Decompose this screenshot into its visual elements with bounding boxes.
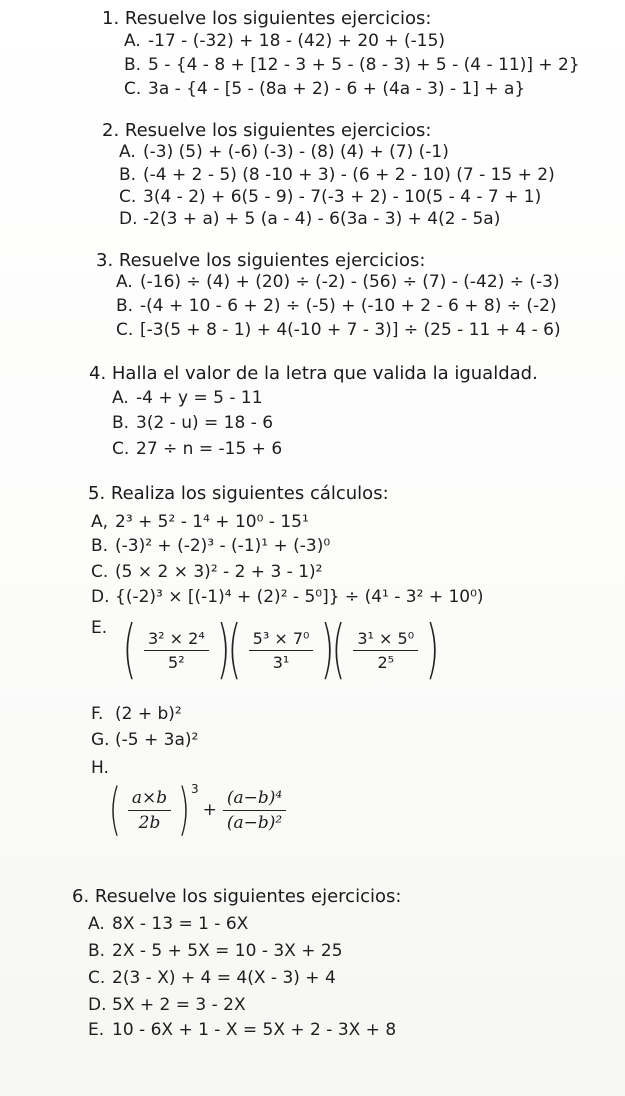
item-letter: A.	[88, 914, 105, 934]
fraction	[128, 788, 171, 833]
fraction	[249, 629, 314, 672]
item-expression: (-5 + 3a)²	[115, 730, 199, 750]
section-4-item-c	[112, 439, 282, 459]
item-letter: D.	[88, 995, 107, 1015]
item-letter: A.	[119, 142, 136, 162]
fraction	[144, 629, 209, 672]
section-2-item-b	[119, 165, 555, 185]
section-5-item-c	[91, 562, 322, 582]
item-letter: C.	[119, 187, 137, 207]
section-6-item-a	[88, 914, 248, 934]
item-letter: C.	[112, 439, 130, 459]
section-5-item-g	[91, 730, 198, 750]
fraction-numerator: 3¹ × 5⁰	[353, 629, 418, 651]
fraction-numerator: (a−b)⁴	[223, 788, 286, 811]
section-5-item-h-label	[91, 758, 115, 778]
section-2-item-a	[119, 142, 449, 162]
item-expression: 2³ + 5² - 1⁴ + 10⁰ - 15¹	[115, 512, 309, 532]
right-paren: )	[321, 613, 335, 687]
section-1-heading: 1. Resuelve los siguientes ejercicios:	[102, 8, 432, 29]
item-letter: B.	[112, 413, 130, 433]
item-letter: E.	[91, 618, 108, 638]
section-5-item-a	[91, 512, 309, 532]
fraction-numerator: a×b	[128, 788, 171, 811]
section-5-item-e-label	[91, 618, 115, 638]
item-letter: B.	[88, 941, 106, 961]
fraction-exponent: 3	[190, 782, 199, 796]
left-paren: (	[108, 777, 121, 842]
item-expression: -17 - (-32) + 18 - (42) + 20 + (-15)	[148, 31, 446, 51]
section-5-item-e-expression	[117, 613, 445, 687]
fraction-denominator: 3¹	[272, 652, 290, 672]
section-4-item-a	[112, 388, 263, 408]
item-letter: A,	[91, 512, 109, 532]
section-6-item-e	[88, 1020, 396, 1040]
item-letter: D.	[119, 209, 138, 229]
section-5-item-h-expression	[104, 777, 288, 842]
section-1-item-b	[124, 55, 580, 75]
item-expression: (-4 + 2 - 5) (8 -10 + 3) - (6 + 2 - 10) (7 - 15 + 2)	[143, 165, 555, 185]
section-5-item-b	[91, 536, 330, 556]
item-letter: C.	[124, 79, 142, 99]
item-letter: A.	[116, 272, 133, 292]
item-expression: (-3)² + (-2)³ - (-1)¹ + (-3)⁰	[115, 536, 331, 556]
section-5-item-d	[91, 587, 484, 607]
item-letter: H.	[91, 758, 109, 778]
section-6-item-c	[88, 968, 336, 988]
section-2-item-d	[119, 209, 500, 229]
item-expression: (-16) ÷ (4) + (20) ÷ (-2) - (56) ÷ (7) - (-42) ÷ (-3)	[140, 272, 560, 292]
fraction-denominator: 2b	[138, 812, 161, 833]
section-1-item-c	[124, 79, 525, 99]
item-expression: -(4 + 10 - 6 + 2) ÷ (-5) + (-10 + 2 - 6 + 8) ÷ (-2)	[140, 296, 557, 316]
right-paren: )	[425, 613, 440, 687]
fraction-denominator: 2⁵	[377, 652, 395, 672]
section-5-heading: 5. Realiza los siguientes cálculos:	[88, 483, 389, 504]
section-2-item-c	[119, 187, 541, 207]
item-letter: A.	[112, 388, 129, 408]
item-expression: 10 - 6X + 1 - X = 5X + 2 - 3X + 8	[112, 1020, 397, 1040]
item-letter: B.	[119, 165, 137, 185]
item-expression: {(-2)³ × [(-1)⁴ + (2)² - 5⁰]} ÷ (4¹ - 3² + 10⁰)	[115, 587, 484, 607]
item-expression: 5X + 2 = 3 - 2X	[112, 995, 246, 1015]
fraction	[353, 629, 418, 672]
section-5-item-f	[91, 704, 182, 724]
item-letter: B.	[91, 536, 109, 556]
section-6-item-b	[88, 941, 343, 961]
fraction	[223, 788, 286, 833]
item-expression: [-3(5 + 8 - 1) + 4(-10 + 7 - 3)] ÷ (25 - 11 + 4 - 6)	[140, 320, 561, 340]
left-paren: (	[332, 613, 346, 687]
item-letter: C.	[88, 968, 106, 988]
item-expression: 5 - {4 - 8 + [12 - 3 + 5 - (8 - 3) + 5 - (4 - 11)] + 2}	[148, 55, 580, 75]
item-expression: (5 × 2 × 3)² - 2 + 3 - 1)²	[115, 562, 323, 582]
left-paren: (	[227, 613, 242, 687]
item-expression: 2(3 - X) + 4 = 4(X - 3) + 4	[112, 968, 336, 988]
section-4-heading: 4. Halla el valor de la letra que valida la igualdad.	[89, 363, 538, 384]
section-2-heading: 2. Resuelve los siguientes ejercicios:	[102, 120, 432, 141]
item-expression: 3(2 - u) = 18 - 6	[136, 413, 274, 433]
item-expression: (-3) (5) + (-6) (-3) - (8) (4) + (7) (-1)	[143, 142, 449, 162]
section-1-item-a	[124, 31, 445, 51]
item-expression: 27 ÷ n = -15 + 6	[136, 439, 283, 459]
item-expression: 3a - {4 - [5 - (8a + 2) - 6 + (4a - 3) - 1] + a}	[148, 79, 526, 99]
plus-sign: +	[202, 800, 217, 820]
section-3-item-a	[116, 272, 560, 292]
item-expression: 8X - 13 = 1 - 6X	[112, 914, 249, 934]
item-letter: C.	[116, 320, 134, 340]
item-letter: B.	[116, 296, 134, 316]
item-letter: B.	[124, 55, 142, 75]
item-letter: G.	[91, 730, 110, 750]
fraction-numerator: 5³ × 7⁰	[249, 629, 314, 651]
item-letter: D.	[91, 587, 110, 607]
item-expression: (2 + b)²	[115, 704, 182, 724]
item-expression: -4 + y = 5 - 11	[136, 388, 263, 408]
section-4-item-b	[112, 413, 273, 433]
item-letter: F.	[91, 704, 104, 724]
right-paren: )	[178, 777, 191, 842]
item-expression: 2X - 5 + 5X = 10 - 3X + 25	[112, 941, 343, 961]
section-6-item-d	[88, 995, 246, 1015]
item-letter: A.	[124, 31, 141, 51]
fraction-numerator: 3² × 2⁴	[144, 629, 209, 651]
section-3-heading: 3. Resuelve los siguientes ejercicios:	[96, 250, 426, 271]
item-expression: 3(4 - 2) + 6(5 - 9) - 7(-3 + 2) - 10(5 - 4 - 7 + 1)	[143, 187, 542, 207]
item-letter: E.	[88, 1020, 105, 1040]
section-6-heading: 6. Resuelve los siguientes ejercicios:	[72, 886, 402, 907]
fraction-denominator: (a−b)²	[226, 812, 283, 833]
fraction-denominator: 5²	[168, 652, 185, 672]
left-paren: (	[122, 613, 137, 687]
section-3-item-c	[116, 320, 561, 340]
item-letter: C.	[91, 562, 109, 582]
right-paren: )	[216, 613, 231, 687]
item-expression: -2(3 + a) + 5 (a - 4) - 6(3a - 3) + 4(2 - 5a)	[143, 209, 501, 229]
section-3-item-b	[116, 296, 557, 316]
